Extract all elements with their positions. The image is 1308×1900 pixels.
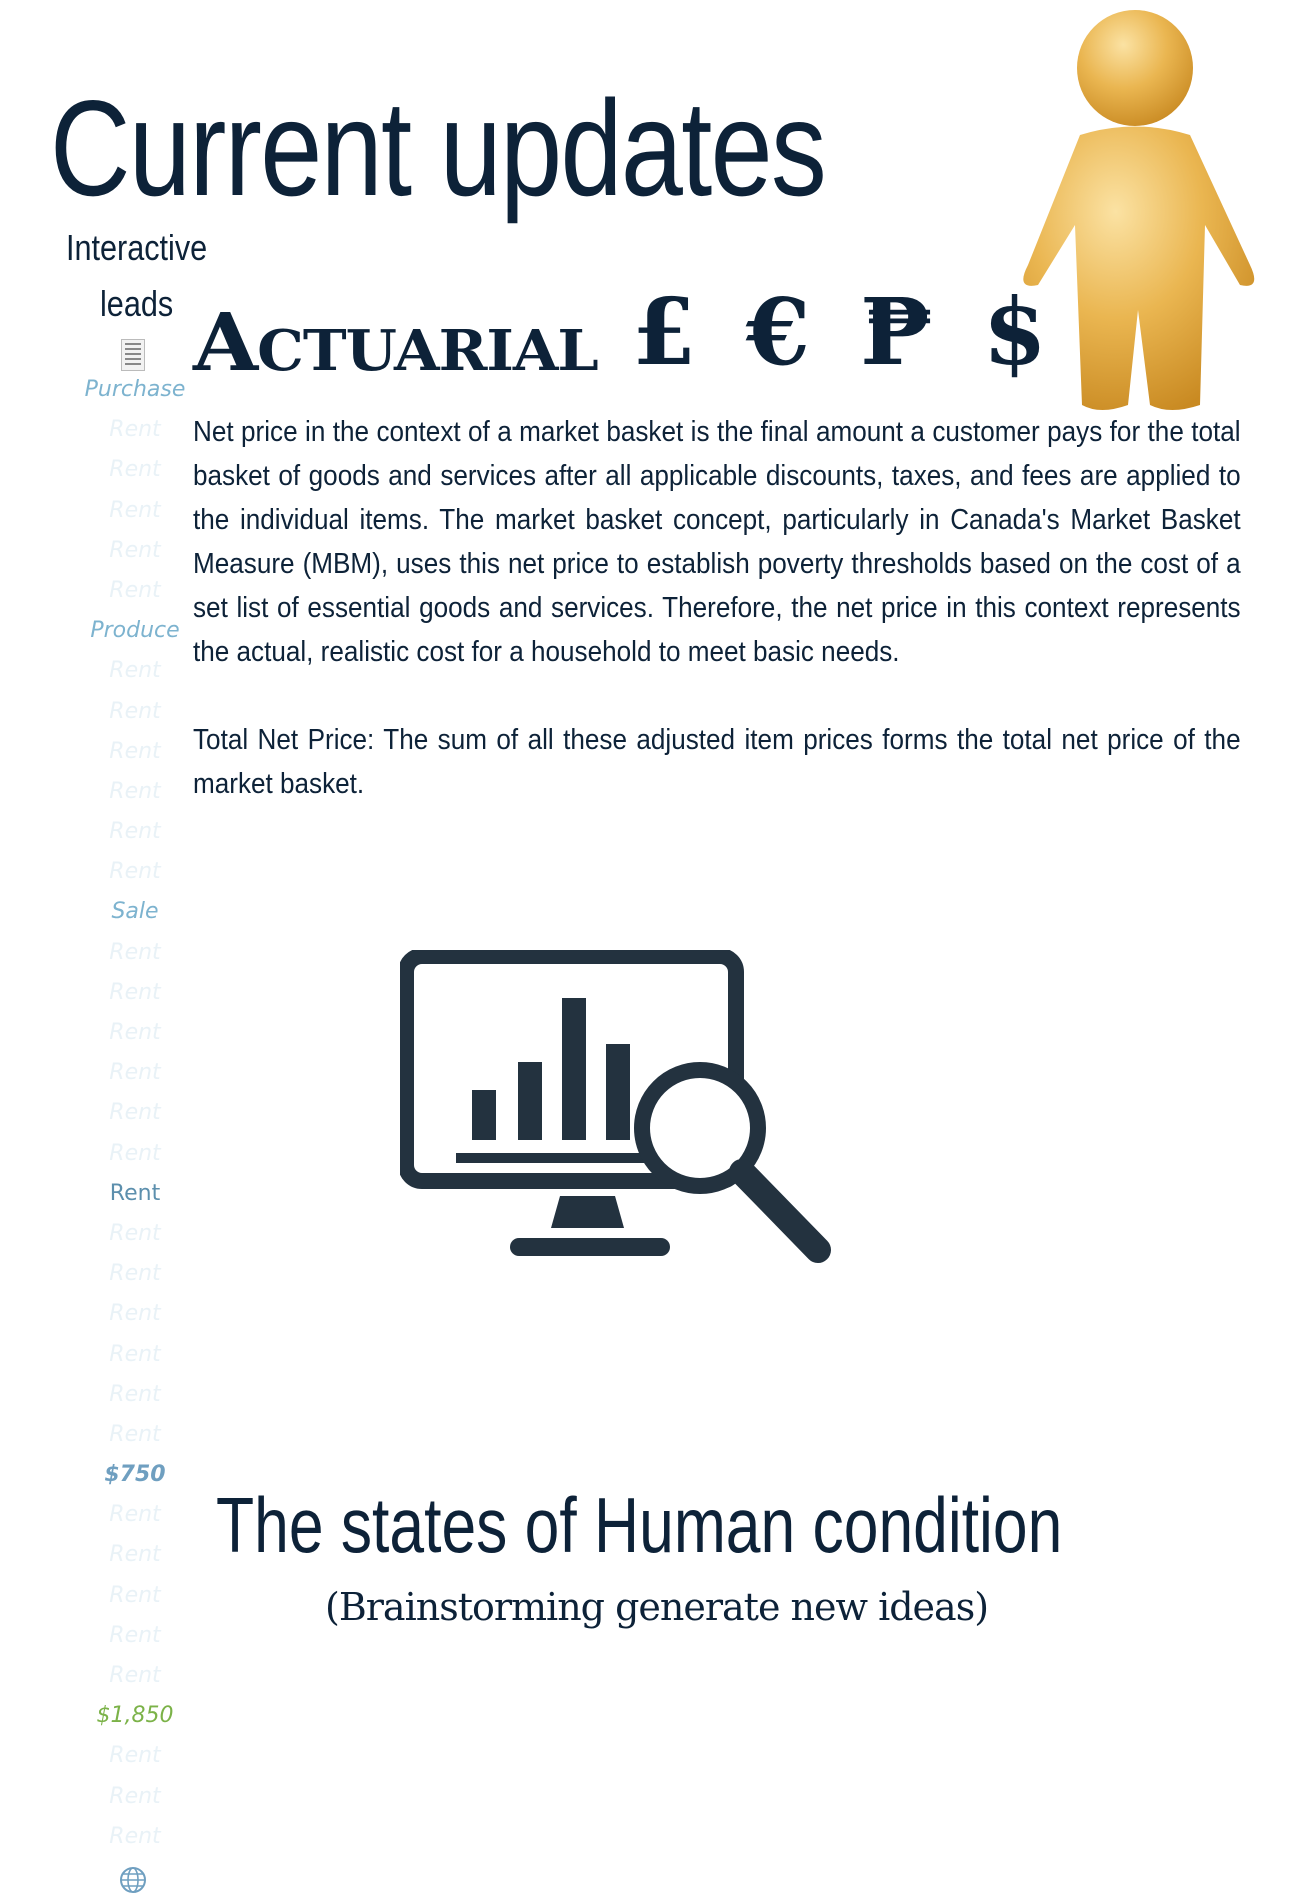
peso-symbol: ₱	[860, 278, 933, 386]
sidebar-item-11[interactable]: Rent	[109, 819, 161, 845]
sidebar-item-28[interactable]: Rent	[109, 1502, 161, 1528]
section-heading: Actuarial	[193, 295, 598, 389]
sidebar-item-7[interactable]: Rent	[109, 658, 161, 684]
receipt-icon	[121, 339, 145, 371]
sidebar-item-27[interactable]: $750	[104, 1462, 166, 1488]
sidebar-item-36[interactable]: Rent	[109, 1823, 161, 1849]
leads-sidebar	[80, 370, 190, 1857]
page-title: Current updates	[50, 72, 826, 224]
sidebar-item-5[interactable]: Rent	[109, 577, 161, 603]
sidebar-item-6[interactable]: Produce	[90, 618, 180, 644]
sidebar-item-34[interactable]: Rent	[109, 1743, 161, 1769]
sidebar-item-3[interactable]: Rent	[109, 497, 161, 523]
sidebar-item-13[interactable]: Sale	[111, 899, 159, 925]
sidebar-item-30[interactable]: Rent	[109, 1582, 161, 1608]
sidebar-item-35[interactable]: Rent	[109, 1783, 161, 1809]
sidebar-item-25[interactable]: Rent	[109, 1381, 161, 1407]
sidebar-item-0[interactable]: Purchase	[84, 377, 186, 402]
sidebar-item-1[interactable]: Rent	[109, 417, 161, 443]
sidebar-item-16[interactable]: Rent	[109, 1020, 161, 1045]
sidebar-item-20[interactable]: Rent	[109, 1180, 161, 1206]
leads-label: leads	[100, 283, 174, 324]
sidebar-item-10[interactable]: Rent	[109, 778, 161, 804]
sidebar-item-23[interactable]: Rent	[109, 1301, 161, 1327]
sidebar-item-31[interactable]: Rent	[109, 1622, 161, 1648]
sidebar-item-32[interactable]: Rent	[109, 1663, 161, 1688]
sidebar-item-17[interactable]: Rent	[109, 1060, 161, 1086]
sidebar-item-9[interactable]: Rent	[109, 738, 161, 764]
sidebar-item-29[interactable]: Rent	[109, 1542, 161, 1568]
sidebar-item-22[interactable]: Rent	[109, 1261, 161, 1287]
article-body	[193, 410, 1241, 850]
monitor-analytics-icon	[400, 950, 910, 1310]
pound-symbol: £	[632, 278, 697, 386]
sidebar-item-14[interactable]: Rent	[109, 939, 161, 965]
person-figure-icon	[1000, 10, 1280, 410]
sidebar-item-8[interactable]: Rent	[109, 698, 161, 724]
sidebar-item-21[interactable]: Rent	[109, 1220, 161, 1246]
interactive-label: Interactive	[66, 227, 208, 268]
paragraph-net-price: Net price in the context of a market basket is the final amount a customer pays for the total basket of goods and services after all applicable discounts, taxes, and fees are applied to the individual items. The market basket concept, particularly in Canada's Market Basket Measure (MBM), uses this net price to establish poverty thresholds based on the cost of a set list of essential goods and services. Therefore, the net price in this context represents the actual, realistic cost for a household to meet basic needs.	[193, 416, 1241, 668]
dollar-symbol: $	[982, 278, 1047, 386]
sidebar-item-33[interactable]: $1,850	[96, 1703, 174, 1729]
sidebar-item-24[interactable]: Rent	[109, 1341, 161, 1367]
section-caption: (Brainstorming generate new ideas)	[325, 1585, 989, 1629]
sidebar-item-4[interactable]: Rent	[109, 537, 161, 563]
sidebar-item-12[interactable]: Rent	[109, 859, 161, 885]
sidebar-item-26[interactable]: Rent	[109, 1421, 161, 1447]
sidebar-item-15[interactable]: Rent	[109, 979, 161, 1005]
sidebar-item-18[interactable]: Rent	[109, 1100, 161, 1126]
sidebar-item-2[interactable]: Rent	[109, 457, 161, 483]
sidebar-item-19[interactable]: Rent	[109, 1140, 161, 1166]
globe-icon[interactable]	[119, 1866, 147, 1894]
section-title: The states of Human condition	[216, 1481, 1063, 1569]
paragraph-total: Total Net Price: The sum of all these adjusted item prices forms the total net price of the market basket.	[193, 724, 1241, 800]
euro-symbol: €	[746, 278, 811, 386]
